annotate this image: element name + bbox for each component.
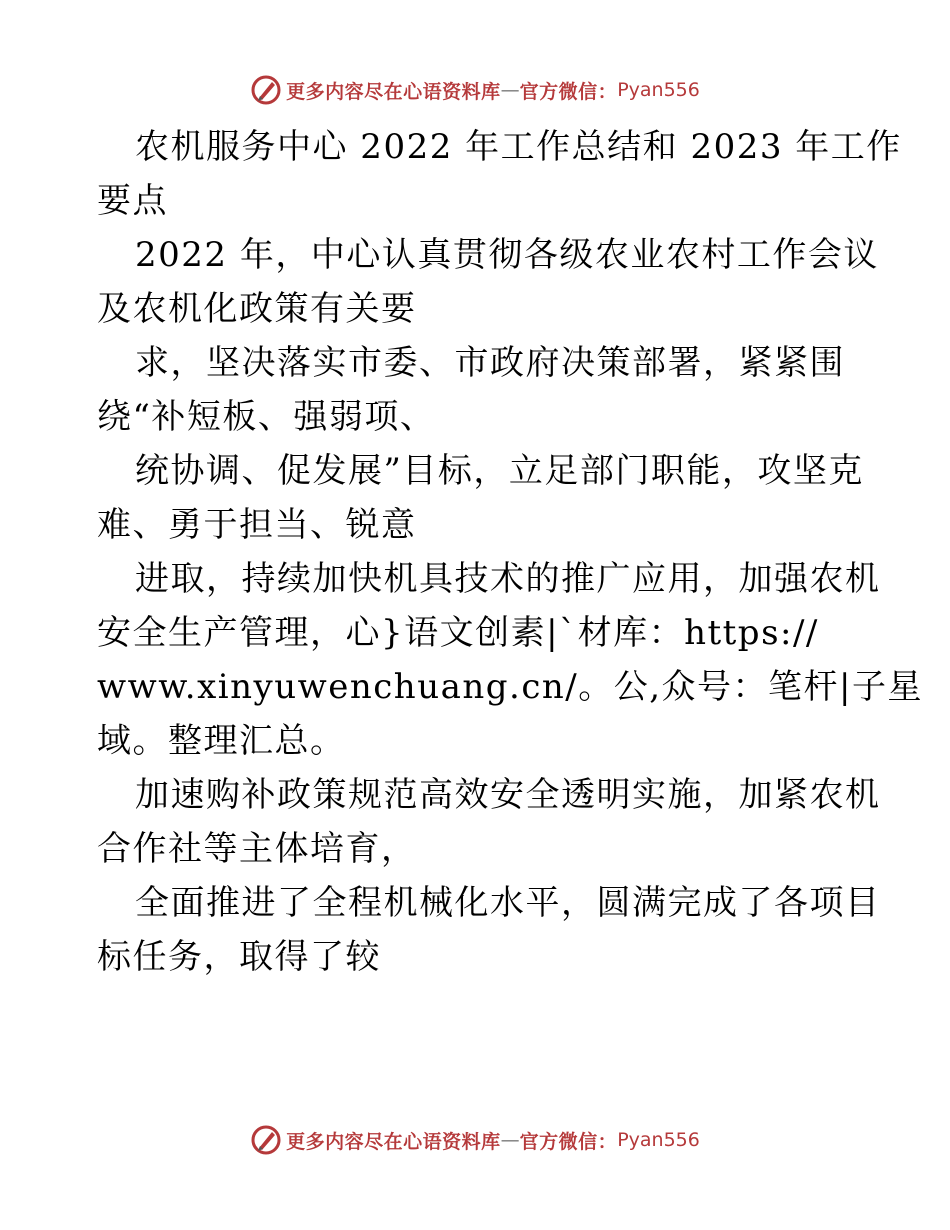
footer-watermark: [0, 1122, 950, 1158]
paragraph-line: 求，坚决落实市委、市政府决策部署，紧紧围: [135, 343, 845, 383]
watermark-main-text: 更多内容尽在心语资料库: [286, 80, 501, 103]
title-line-2: 要点: [97, 181, 168, 221]
watermark-wechat-label: 官方微信：: [519, 80, 618, 103]
watermark-account: Pyan556: [617, 79, 700, 101]
paragraph-line: 全面推进了全程机械化水平，圆满完成了各项目: [135, 883, 881, 923]
paragraph-line: 统协调、促发展”目标，立足部门职能，攻坚克: [135, 451, 864, 491]
title-line-1: 农机服务中心 2022 年工作总结和 2023 年工作: [135, 127, 902, 167]
watermark-separator: —: [500, 79, 520, 101]
watermark-account: Pyan556: [617, 1129, 700, 1151]
paragraph-line: 2022 年，中心认真贯彻各级农业农村工作会议: [135, 235, 879, 275]
watermark-main-text: 更多内容尽在心语资料库: [286, 1130, 501, 1153]
paragraph-line: 难、勇于担当、锐意: [97, 505, 417, 545]
paragraph-line: 加速购补政策规范高效安全透明实施，加紧农机: [135, 775, 881, 815]
paragraph-line: 绕“补短板、强弱项、: [97, 397, 436, 437]
paragraph-line: 进取，持续加快机具技术的推广应用，加强农机: [135, 559, 881, 599]
paragraph-line: 及农机化政策有关要: [97, 289, 417, 329]
quill-logo-icon: [250, 74, 282, 106]
quill-logo-icon: [250, 1124, 282, 1156]
paragraph-line: 安全生产管理，心}语文创素|`材库：https://: [97, 613, 819, 653]
header-watermark: [0, 72, 950, 108]
paragraph-line: 合作社等主体培育，: [97, 829, 417, 869]
paragraph-line: 标任务，取得了较: [97, 937, 381, 977]
watermark-wechat-label: 官方微信：: [519, 1130, 618, 1153]
document-body: [97, 120, 923, 984]
paragraph-line: 域。整理汇总。: [97, 721, 346, 761]
watermark-separator: —: [500, 1129, 520, 1151]
paragraph-line: www.xinyuwenchuang.cn/。公,众号：笔杆|子星: [97, 667, 923, 707]
